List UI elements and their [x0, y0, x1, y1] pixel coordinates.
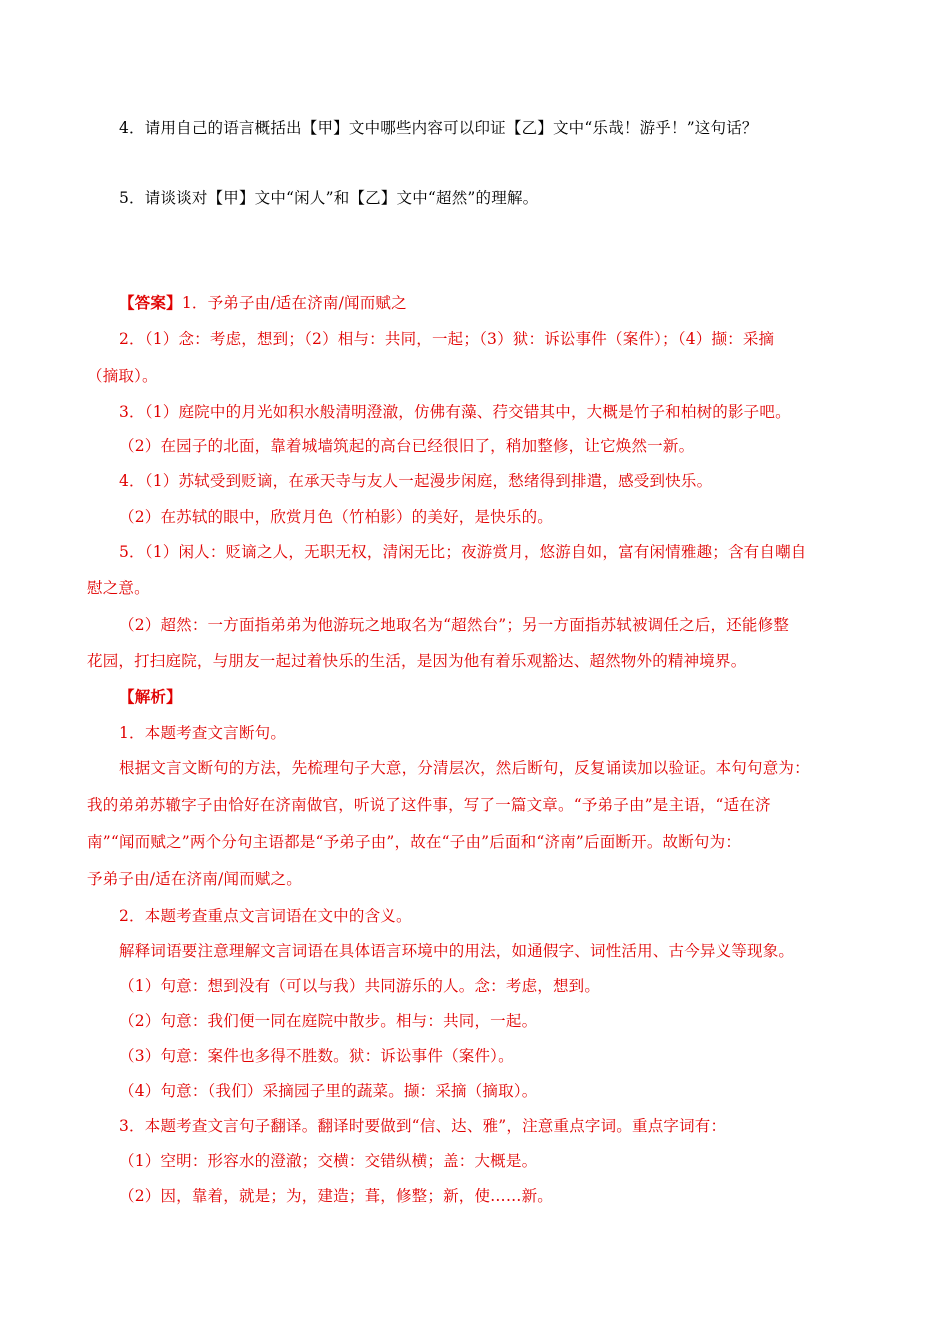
answer-5-line-b: 慰之意。 [87, 579, 150, 597]
analysis-3-2: （2）因，靠着，就是；为，建造；葺，修整；新，使……新。 [119, 1187, 553, 1205]
answer-4-line: 4．（1）苏轼受到贬谪，在承天寺与友人一起漫步闲庭，愁绪得到排遣，感受到快乐。 [119, 472, 713, 490]
analysis-2: 2．本题考查重点文言词语在文中的含义。 [119, 907, 412, 925]
answer-4-2-line: （2）在苏轼的眼中，欣赏月色（竹柏影）的美好，是快乐的。 [119, 508, 553, 526]
analysis-1-body-a: 根据文言文断句的方法，先梳理句子大意，分清层次，然后断句，反复诵读加以验证。本句句意为： [119, 759, 810, 777]
analysis-2-2: （2）句意：我们便一同在庭院中散步。相与：共同，一起。 [119, 1012, 538, 1030]
answer-line-1 [119, 293, 899, 313]
question-5: 5．请谈谈对【甲】文中“闲人”和【乙】文中“超然”的理解。 [119, 189, 539, 207]
analysis-2-body: 解释词语要注意理解文言词语在具体语言环境中的用法，如通假字、词性活用、古今异义等现象。 [119, 942, 795, 960]
answer-2-line-a: 2．（1）念：考虑，想到；（2）相与：共同，一起；（3）狱：诉讼事件（案件）；（4）撷：采摘 [119, 330, 775, 348]
analysis-1-body-d: 予弟子由/适在济南/闻而赋之。 [87, 870, 302, 888]
analysis-2-3: （3）句意：案件也多得不胜数。狱：诉讼事件（案件）。 [119, 1047, 514, 1065]
question-4: 4．请用自己的语言概括出【甲】文中哪些内容可以印证【乙】文中“乐哉！游乎！”这句话？ [119, 119, 758, 137]
analysis-3: 3．本题考查文言句子翻译。翻译时要做到“信、达、雅”，注意重点字词。重点字词有： [119, 1117, 727, 1135]
answer-3-line: 3．（1）庭院中的月光如积水般清明澄澈，仿佛有藻、荇交错其中，大概是竹子和柏树的影子吧。 [119, 403, 791, 421]
analysis-1-body-b: 我的弟弟苏辙字子由恰好在济南做官，听说了这件事，写了一篇文章。“予弟子由”是主语，“适在济 [87, 796, 771, 814]
answer-tag: 【答案】 [119, 293, 182, 312]
answer-5-2-line-a: （2）超然：一方面指弟弟为他游玩之地取名为“超然台”；另一方面指苏轼被调任之后，还能修整 [119, 616, 790, 634]
analysis-1-body-c: 南”“闻而赋之”两个分句主语都是“予弟子由”，故在“子由”后面和“济南”后面断开。故断句为： [87, 833, 742, 851]
answer-5-line-a: 5．（1）闲人：贬谪之人，无职无权，清闲无比；夜游赏月，悠游自如，富有闲情雅趣；含有自嘲自 [119, 543, 807, 561]
answer-1-text: 1．予弟子由/适在济南/闻而赋之 [181, 294, 407, 312]
analysis-tag: 【解析】 [119, 687, 182, 706]
answer-2-line-b: （摘取）。 [87, 367, 158, 385]
analysis-1: 1．本题考查文言断句。 [119, 724, 287, 742]
answer-3-2-line: （2）在园子的北面，靠着城墙筑起的高台已经很旧了，稍加整修，让它焕然一新。 [119, 437, 695, 455]
analysis-3-1: （1）空明：形容水的澄澈；交横：交错纵横；盖：大概是。 [119, 1152, 538, 1170]
answer-5-2-line-b: 花园，打扫庭院，与朋友一起过着快乐的生活，是因为他有着乐观豁达、超然物外的精神境界。 [87, 652, 747, 670]
analysis-2-1: （1）句意：想到没有（可以与我）共同游乐的人。念：考虑，想到。 [119, 977, 601, 995]
analysis-2-4: （4）句意：（我们）采摘园子里的蔬菜。撷：采摘（摘取）。 [119, 1082, 538, 1100]
